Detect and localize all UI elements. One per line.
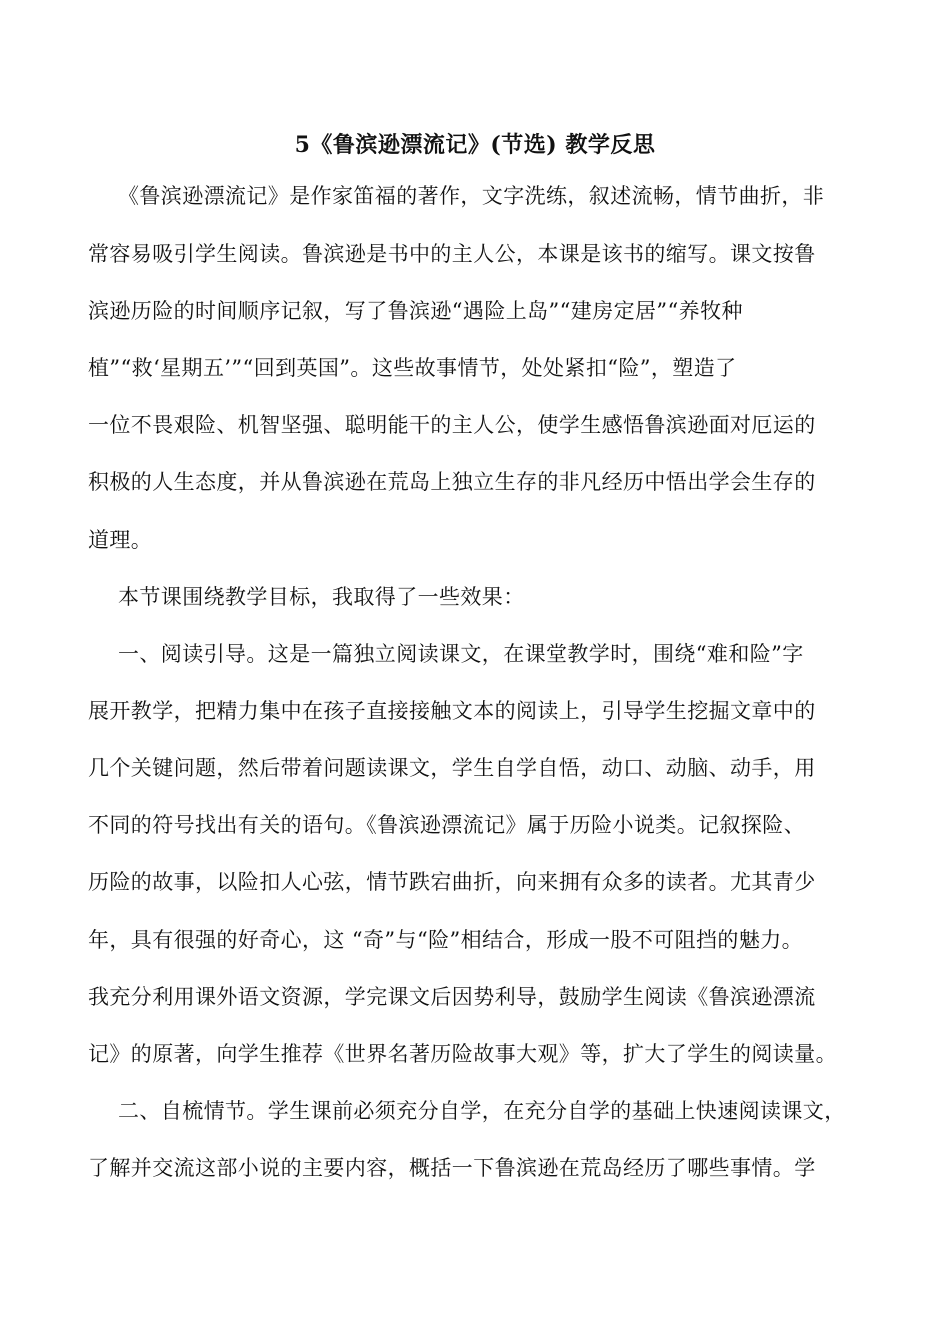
paragraph-line: 几个关键问题，然后带着问题读课文，学生自学自悟，动口、动脑、动手，用 [88, 756, 816, 780]
document-title: 5《鲁滨逊漂流记》(节选) 教学反思 [294, 132, 656, 158]
paragraph-line: 我充分利用课外语文资源，学完课文后因势利导，鼓励学生阅读《鲁滨逊漂流 [88, 985, 816, 1009]
paragraph-line: 植”“救‘星期五’”“回到英国”。这些故事情节，处处紧扣“险”，塑造了 [88, 356, 737, 380]
paragraph-line: 年，具有很强的好奇心，这 “奇”与“险”相结合，形成一股不可阻挡的魅力。 [88, 928, 804, 952]
paragraph-line: 一位不畏艰险、机智坚强、聪明能干的主人公，使学生感悟鲁滨逊面对厄运的 [88, 413, 816, 437]
paragraph-line: 《鲁滨逊漂流记》是作家笛福的著作，文字洗练，叙述流畅，情节曲折，非 [118, 184, 825, 208]
paragraph-line: 常容易吸引学生阅读。鲁滨逊是书中的主人公，本课是该书的缩写。课文按鲁 [88, 242, 816, 266]
paragraph-line: 二、自梳情节。学生课前必须充分自学，在充分自学的基础上快速阅读课文， [118, 1099, 846, 1123]
paragraph-line: 了解并交流这部小说的主要内容，概括一下鲁滨逊在荒岛经历了哪些事情。学 [88, 1156, 816, 1180]
paragraph-line: 滨逊历险的时间顺序记叙，写了鲁滨逊“遇险上岛”“建房定居”“养牧种 [88, 299, 743, 323]
paragraph-line: 历险的故事，以险扣人心弦，情节跌宕曲折，向来拥有众多的读者。尤其青少 [88, 870, 816, 894]
paragraph-line: 展开教学，把精力集中在孩子直接接触文本的阅读上，引导学生挖掘文章中的 [88, 699, 816, 723]
paragraph-line: 一、阅读引导。这是一篇独立阅读课文，在课堂教学时，围绕“难和险”字 [118, 642, 804, 666]
paragraph-line: 道理。 [88, 528, 153, 552]
paragraph-line: 不同的符号找出有关的语句。《鲁滨逊漂流记》属于历险小说类。记叙探险、 [88, 813, 806, 837]
paragraph-line: 本节课围绕教学目标，我取得了一些效果： [118, 585, 525, 609]
paragraph-line: 记》的原著，向学生推荐《世界名著历险故事大观》等，扩大了学生的阅读量。 [88, 1042, 837, 1066]
paragraph-line: 积极的人生态度，并从鲁滨逊在荒岛上独立生存的非凡经历中悟出学会生存的 [88, 470, 816, 494]
